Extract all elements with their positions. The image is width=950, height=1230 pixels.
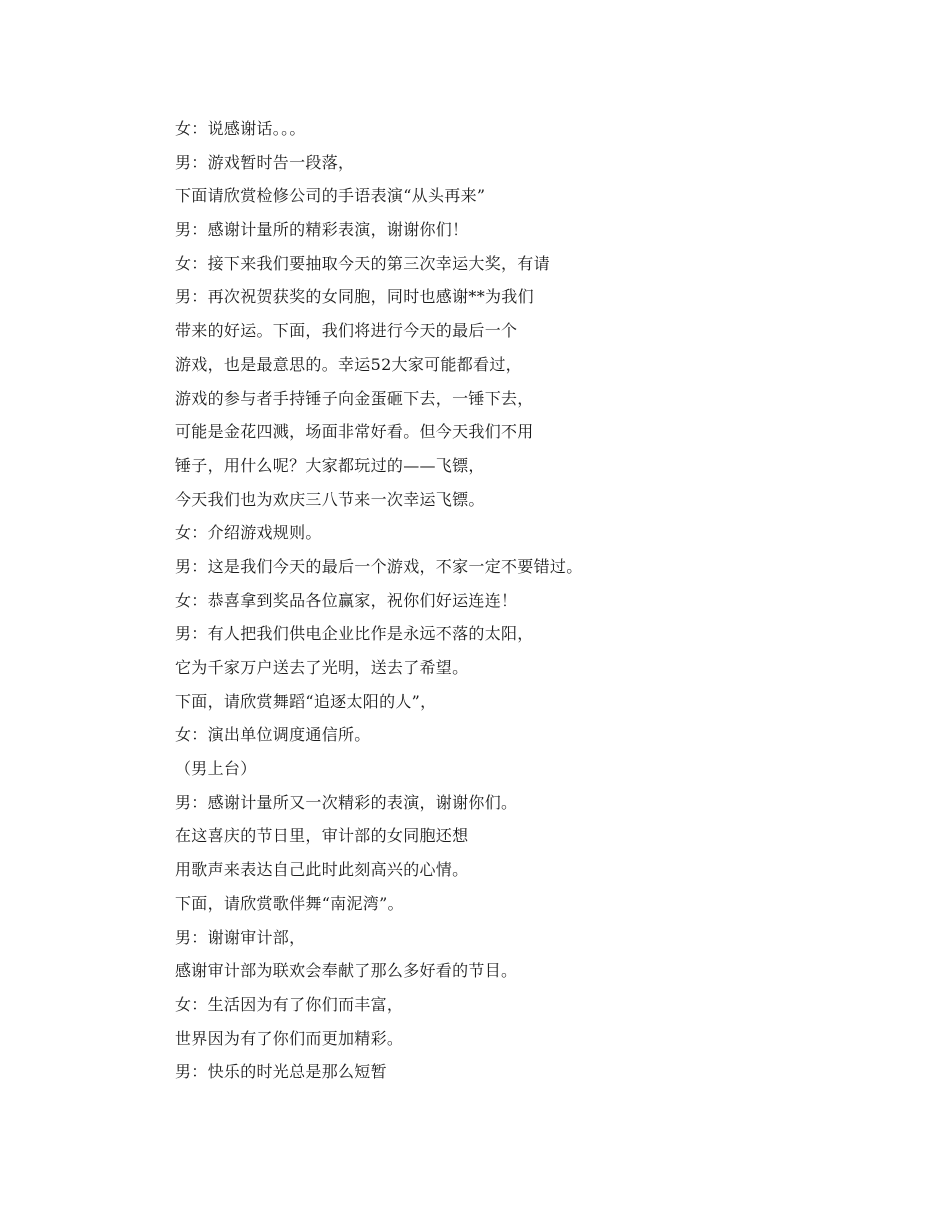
text-line: 女：生活因为有了你们而丰富， [175, 994, 404, 1014]
text-line: 男：感谢计量所的精彩表演，谢谢你们！ [175, 220, 469, 240]
text-line: 男：这是我们今天的最后一个游戏，不家一定不要错过。 [175, 556, 583, 576]
text-line: 世界因为有了你们而更加精彩。 [175, 1028, 404, 1048]
text-line: 下面请欣赏检修公司的手语表演“从头再来” [175, 186, 486, 206]
text-line: 女：恭喜拿到奖品各位赢家，祝你们好运连连！ [175, 590, 518, 610]
text-line: 下面，请欣赏舞蹈“追逐太阳的人”， [175, 691, 437, 711]
text-line: 用歌声来表达自己此时此刻高兴的心情。 [175, 860, 469, 880]
text-line: 男：有人把我们供电企业比作是永远不落的太阳， [175, 624, 534, 644]
text-line: 女：说感谢话。。。 [175, 119, 306, 138]
text-line: 下面，请欣赏歌伴舞“南泥湾”。 [175, 893, 404, 913]
text-line: 女：接下来我们要抽取今天的第三次幸运大奖，有请 [175, 253, 550, 273]
text-line: 它为千家万户送去了光明，送去了希望。 [175, 658, 469, 677]
text-line: 男：快乐的时光总是那么短暂 [175, 1062, 387, 1082]
text-line: 感谢审计部为联欢会奉献了那么多好看的节目。 [175, 961, 518, 981]
text-line: 在这喜庆的节日里，审计部的女同胞还想 [175, 826, 469, 846]
text-line: 可能是金花四溅，场面非常好看。但今天我们不用 [175, 422, 534, 442]
text-line: 男：再次祝贺获奖的女同胞，同时也感谢**为我们 [175, 287, 534, 307]
text-line: （男上台） [175, 759, 257, 779]
text-line: 女：演出单位调度通信所。 [175, 725, 371, 745]
text-line: 锤子，用什么呢？大家都玩过的——飞镖， [175, 455, 485, 475]
text-line: 带来的好运。下面，我们将进行今天的最后一个 [175, 321, 518, 341]
text-line: 游戏，也是最意思的。幸运52大家可能都看过， [175, 354, 522, 374]
text-line: 女：介绍游戏规则。 [175, 523, 322, 543]
text-line: 游戏的参与者手持锤子向金蛋砸下去，一锤下去， [175, 388, 534, 408]
script-text [175, 116, 875, 1093]
text-line: 今天我们也为欢庆三八节来一次幸运飞镖。 [175, 489, 485, 509]
text-line: 男：谢谢审计部， [175, 927, 306, 947]
text-line: 男：游戏暂时告一段落， [175, 152, 355, 172]
text-line: 男：感谢计量所又一次精彩的表演，谢谢你们。 [175, 792, 518, 812]
